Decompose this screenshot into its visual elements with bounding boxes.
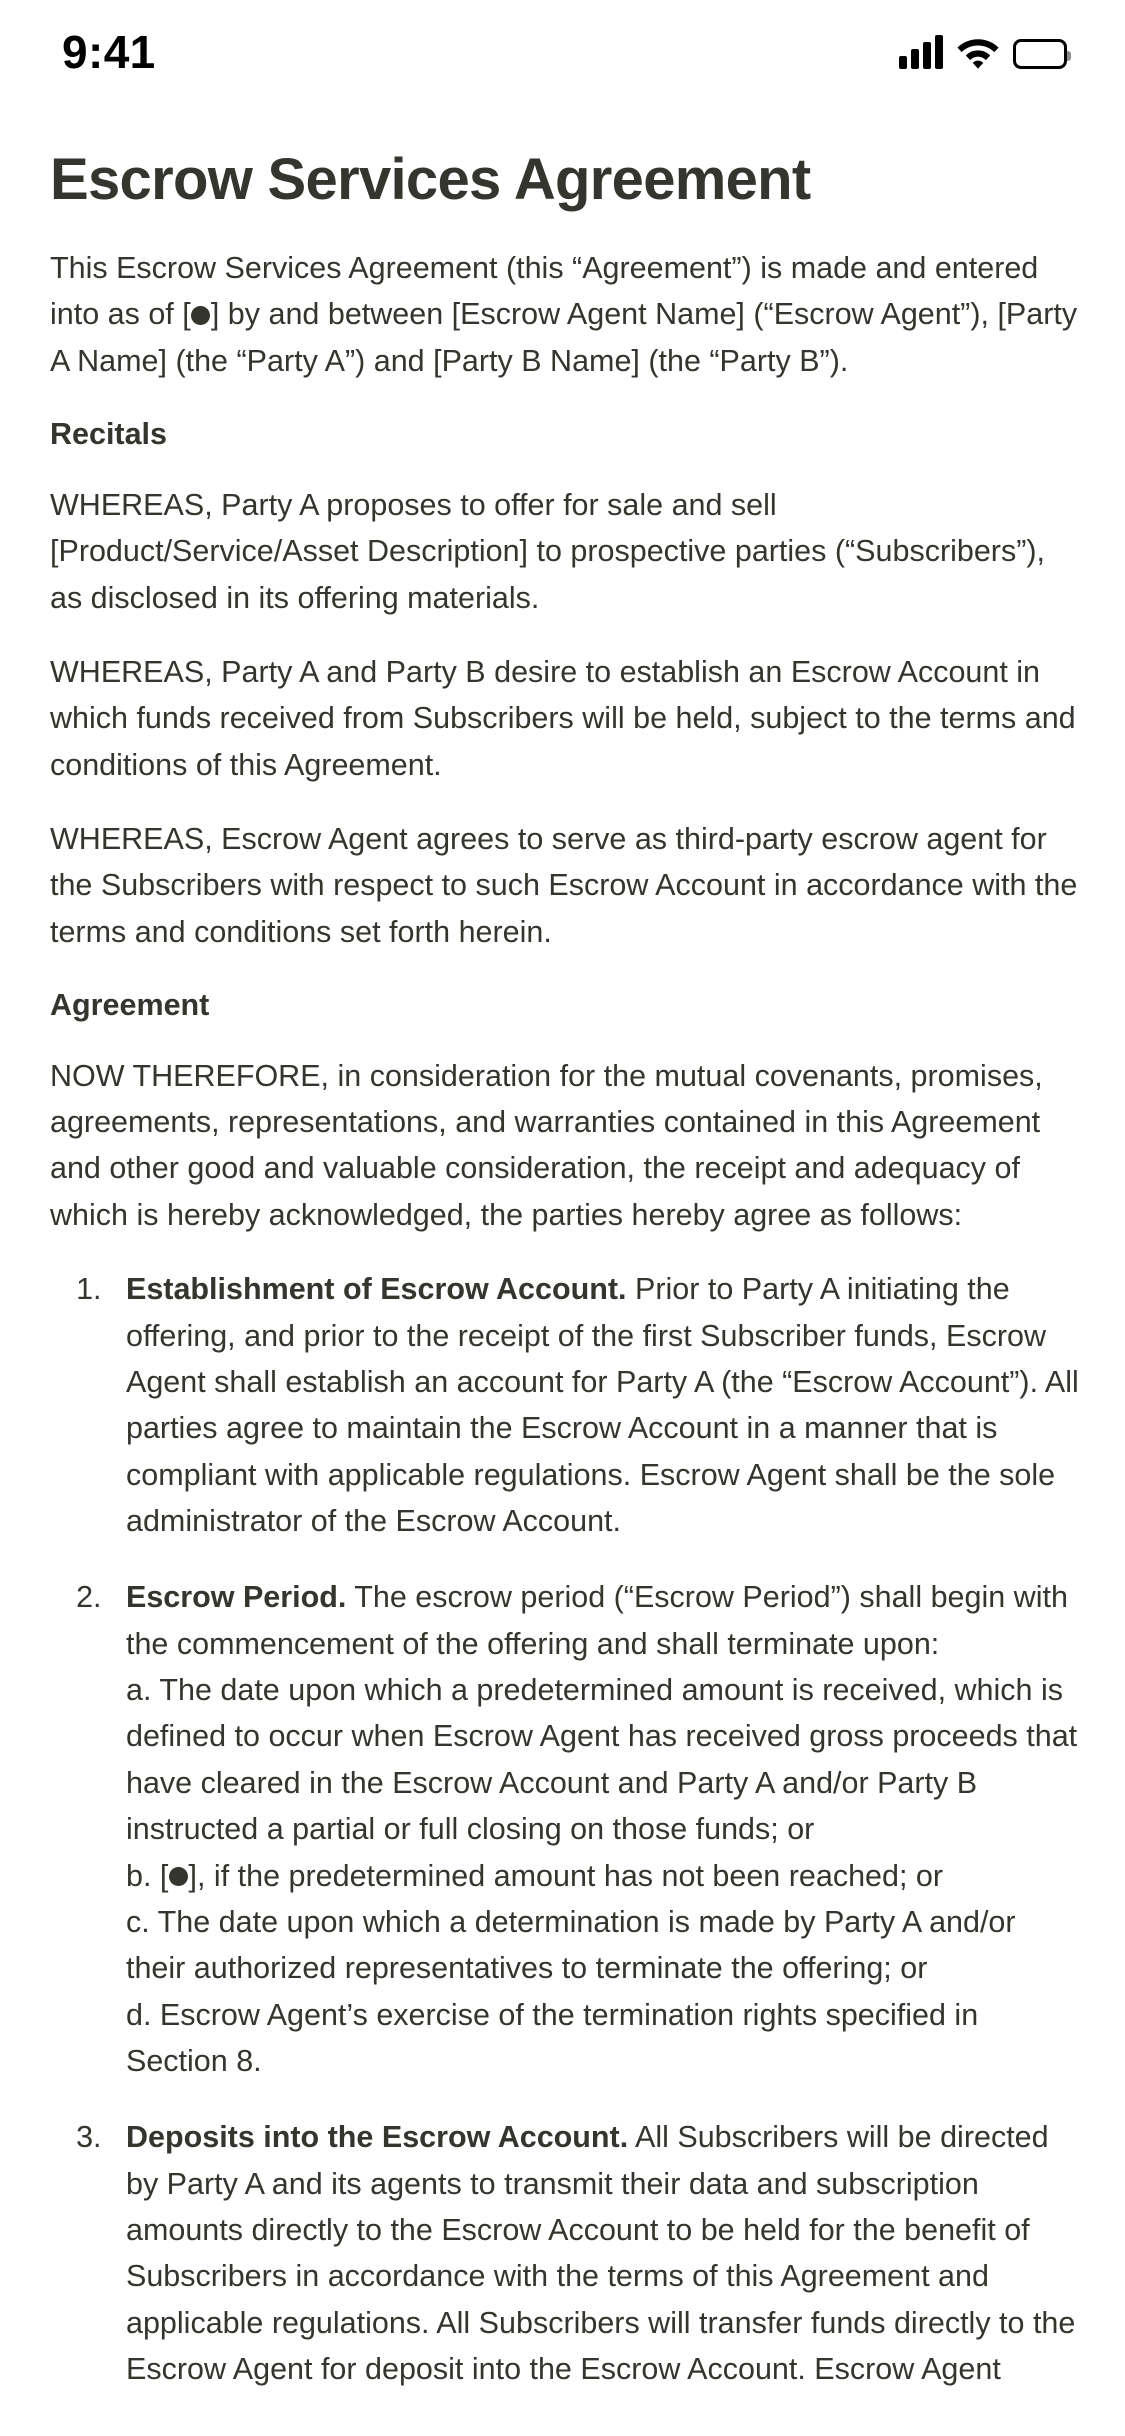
clause-sub-item-part2: ], if the predetermined amount has not been reached; or <box>188 1858 944 1893</box>
bullet-placeholder-icon <box>191 306 210 325</box>
recitals-heading: Recitals <box>50 417 167 452</box>
clause-body: All Subscribers will be directed by Party A and its agents to transmit their data and subscription amounts directly to the Escrow Account to be held for the benefit of Subscribers in accordance with the terms of this Agreement and applicable regulations. All Subscribers will transfer funds directly to the Escrow Agent for deposit into the Escrow Account. Escrow Agent <box>126 2120 1076 2387</box>
clause-lead: Escrow Period. <box>126 1580 347 1615</box>
clause-item <box>110 1574 1079 2084</box>
intro-paragraph <box>50 245 1079 384</box>
clause-lead: Deposits into the Escrow Account. <box>126 2120 629 2155</box>
document-body <box>0 148 1125 2392</box>
clause-body: Prior to Party A initiating the offering, and prior to the receipt of the first Subscriber funds, Escrow Agent shall establish an account for Party A (the “Escrow Account”). All parties agree to maintain the Escrow Account in a manner that is compliant with applicable regulations. Escrow Agent shall be the sole administrator of the Escrow Account. <box>126 1272 1079 1538</box>
status-bar-indicators <box>899 29 1067 69</box>
agreement-intro-paragraph: NOW THEREFORE, in consideration for the mutual covenants, promises, agreements, representations, and warranties contained in this Agreement and other good and valuable consideration, the receipt and adequacy of which is hereby acknowledged, the parties hereby agree as follows: <box>50 1058 1043 1232</box>
intro-paragraph-part1: This Escrow Services Agreement (this “Agreement”) is made and entered into as of [ <box>50 250 1039 332</box>
recital-paragraph-1: WHEREAS, Party A proposes to offer for sale and sell [Product/Service/Asset Description] to prospective parties (“Subscribers”), as disclosed in its offering materials. <box>50 487 1046 615</box>
clause-sub-item <box>126 1853 1079 1899</box>
clause-list <box>50 1266 1079 2392</box>
agreement-heading: Agreement <box>50 988 210 1023</box>
status-bar-time: 9:41 <box>62 26 156 78</box>
status-bar <box>0 0 1125 98</box>
page-title: Escrow Services Agreement <box>50 147 811 212</box>
clause-item <box>110 1266 1079 1544</box>
battery-icon <box>1013 39 1067 69</box>
recital-paragraph-2: WHEREAS, Party A and Party B desire to establish an Escrow Account in which funds received from Subscribers will be held, subject to the terms and conditions of this Agreement. <box>50 654 1076 782</box>
clause-sub-item: d. Escrow Agent’s exercise of the termination rights specified in Section 8. <box>126 1997 979 2078</box>
clause-sub-item-part1: b. [ <box>126 1858 169 1893</box>
clause-sub-item: c. The date upon which a determination is made by Party A and/or their authorized representatives to terminate the offering; or <box>126 1904 1016 1986</box>
clause-item <box>110 2114 1079 2392</box>
recital-paragraph-3: WHEREAS, Escrow Agent agrees to serve as third-party escrow agent for the Subscribers with respect to such Escrow Account in accordance with the terms and conditions set forth herein. <box>50 821 1078 949</box>
clause-lead: Establishment of Escrow Account. <box>126 1272 627 1307</box>
cellular-signal-icon <box>899 35 943 69</box>
intro-paragraph-part2: ] by and between [Escrow Agent Name] (“Escrow Agent”), [Party A Name] (the “Party A”) and [Party B Name] (the “Party B”). <box>50 297 1078 378</box>
clause-body: The escrow period (“Escrow Period”) shall begin with the commencement of the offering and shall terminate upon: <box>126 1580 1068 1661</box>
bullet-placeholder-icon <box>169 1867 188 1886</box>
clause-sub-item: a. The date upon which a predetermined amount is received, which is defined to occur when Escrow Agent has received gross proceeds that have cleared in the Escrow Account and Party A and/or Party B instructed a partial or full closing on those funds; or <box>126 1673 1078 1847</box>
wifi-icon <box>956 35 1000 69</box>
